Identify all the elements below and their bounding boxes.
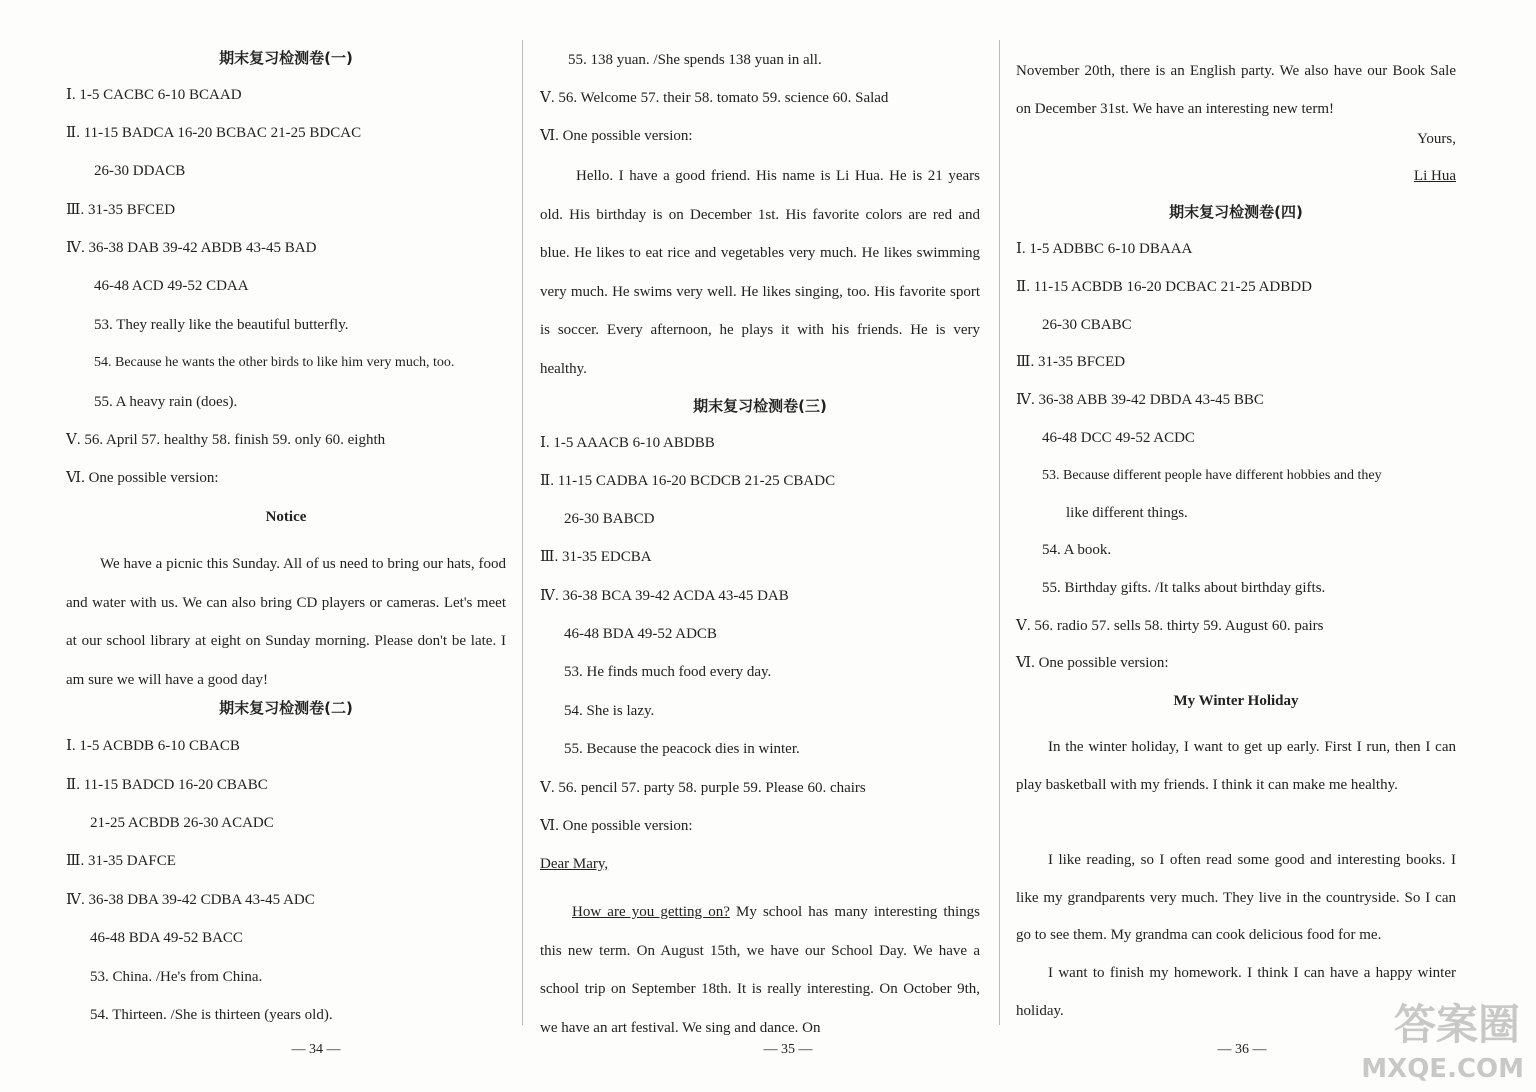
letter-signature: Li Hua — [1413, 168, 1456, 184]
answer-line: Ⅱ. 11-15 BADCD 16-20 CBABC — [66, 777, 268, 793]
answer-line: 53. He finds much food every day. — [564, 664, 772, 680]
answer-line: 55. Because the peacock dies in winter. — [564, 741, 800, 757]
answer-line: 54. A book. — [1042, 542, 1112, 558]
notice-body: We have a picnic this Sunday. All of us need to bring our hats, food and water with us. We can also bring CD players or cameras. Let's meet at our school library at eight on Sunday morning. Please don't be late. I am sure we will have a good day! — [66, 556, 506, 688]
answer-line: 54. Thirteen. /She is thirteen (years old). — [90, 1007, 333, 1023]
letter-greeting: Dear Mary, — [540, 856, 609, 872]
answer-line: 53. China. /He's from China. — [90, 969, 263, 985]
letter-opening: How are you getting on? — [572, 904, 730, 920]
answer-line: 54. She is lazy. — [564, 703, 655, 719]
column-page-35 — [540, 0, 980, 1092]
watermark-url: MXQE.COM — [1361, 1054, 1524, 1084]
answer-line: 26-30 DDACB — [94, 163, 186, 179]
answer-line: 26-30 BABCD — [564, 511, 655, 527]
section-title-4: 期末复习检测卷(四) — [1169, 203, 1303, 221]
section-title-1: 期末复习检测卷(一) — [219, 49, 353, 67]
answer-line: Ⅳ. 36-38 DAB 39-42 ABDB 43-45 BAD — [66, 240, 317, 256]
answer-line: Ⅲ. 31-35 BFCED — [1016, 354, 1126, 370]
watermark-logo — [1310, 998, 1530, 1088]
column-divider — [999, 40, 1000, 1025]
answer-line: Ⅵ. One possible version: — [66, 470, 219, 486]
answer-line: Ⅲ. 31-35 EDCBA — [540, 549, 652, 565]
answer-line: Ⅲ. 31-35 BFCED — [66, 202, 176, 218]
answer-line: Ⅰ. 1-5 CACBC 6-10 BCAAD — [66, 87, 242, 103]
answer-line: Ⅱ. 11-15 BADCA 16-20 BCBAC 21-25 BDCAC — [66, 125, 362, 141]
answer-line: Ⅲ. 31-35 DAFCE — [66, 853, 176, 869]
answer-line: Ⅰ. 1-5 ACBDB 6-10 CBACB — [66, 738, 240, 754]
page-number: — 34 — — [291, 1042, 341, 1057]
answer-line: Ⅵ. One possible version: — [540, 128, 693, 144]
answer-line: Ⅴ. 56. Welcome 57. their 58. tomato 59. science 60. Salad — [540, 90, 889, 106]
page-number: — 35 — — [763, 1042, 813, 1057]
answer-line: Ⅴ. 56. radio 57. sells 58. thirty 59. August 60. pairs — [1016, 618, 1324, 634]
answer-line: 26-30 CBABC — [1042, 317, 1132, 333]
answer-line: 55. 138 yuan. /She spends 138 yuan in all. — [568, 52, 822, 68]
letter-text: My school has many interesting things this new term. On August 15th, we have our School Day. We have a school trip on September 18th. It is really interesting. On October 9th, we have an art festival. We sing and dance. On — [540, 904, 981, 1036]
answer-line: Ⅰ. 1-5 ADBBC 6-10 DBAAA — [1016, 241, 1193, 257]
answer-line: 53. Because different people have different hobbies and they — [1042, 468, 1382, 483]
answer-line: Ⅱ. 11-15 ACBDB 16-20 DCBAC 21-25 ADBDD — [1016, 279, 1312, 295]
section-title-2: 期末复习检测卷(二) — [219, 699, 353, 717]
answer-line: 55. A heavy rain (does). — [94, 394, 238, 410]
letter-body — [540, 893, 980, 1047]
notice-title: Notice — [265, 509, 307, 525]
essay-paragraph-1: In the winter holiday, I want to get up early. First I run, then I can play basketball with my friends. I think it can make me healthy. — [1016, 739, 1456, 793]
page-number: — 36 — — [1217, 1042, 1267, 1057]
answer-line: Ⅵ. One possible version: — [1016, 655, 1169, 671]
answer-line: 46-48 DCC 49-52 ACDC — [1042, 430, 1195, 446]
answer-line: 46-48 ACD 49-52 CDAA — [94, 278, 249, 294]
essay-paragraph-3: I want to finish my homework. I think I can have a happy winter holiday. — [1016, 965, 1456, 1019]
answer-line: 53. They really like the beautiful butterfly. — [94, 317, 349, 333]
column-divider — [522, 40, 523, 1025]
column-page-36 — [1016, 0, 1456, 1092]
answer-line: Ⅳ. 36-38 ABB 39-42 DBDA 43-45 BBC — [1016, 392, 1264, 408]
essay-paragraph-2: I like reading, so I often read some good and interesting books. I like my grandparents very much. They live in the countryside. So I can go to see them. My grandma can cook delicious food for me. — [1016, 852, 1456, 943]
answer-line: 21-25 ACBDB 26-30 ACADC — [90, 815, 274, 831]
answer-line: Ⅱ. 11-15 CADBA 16-20 BCDCB 21-25 CBADC — [540, 473, 836, 489]
letter-continued: November 20th, there is an English party. We also have our Book Sale on December 31st. We have an interesting new term! — [1016, 63, 1456, 117]
answer-line: 46-48 BDA 49-52 ADCB — [564, 626, 717, 642]
answer-line: Ⅵ. One possible version: — [540, 818, 693, 834]
answer-line: 55. Birthday gifts. /It talks about birthday gifts. — [1042, 580, 1326, 596]
letter-closing: Yours, — [1417, 131, 1456, 147]
answer-line: 46-48 BDA 49-52 BACC — [90, 930, 243, 946]
column-page-34 — [66, 0, 506, 1092]
answer-line: Ⅴ. 56. April 57. healthy 58. finish 59. only 60. eighth — [66, 432, 386, 448]
answer-line: Ⅳ. 36-38 DBA 39-42 CDBA 43-45 ADC — [66, 892, 315, 908]
answer-line: Ⅴ. 56. pencil 57. party 58. purple 59. Please 60. chairs — [540, 780, 866, 796]
answer-line: like different things. — [1066, 505, 1188, 521]
answer-line: 54. Because he wants the other birds to like him very much, too. — [94, 355, 455, 370]
answer-line: Ⅰ. 1-5 AAACB 6-10 ABDBB — [540, 435, 715, 451]
essay-friend: Hello. I have a good friend. His name is Li Hua. He is 21 years old. His birthday is on December 1st. His favorite colors are red and blue. He likes to eat rice and vegetables very much. He likes swimming very much. He swims very well. He likes singing, too. His favorite sport is soccer. Every afternoon, he plays it with his friends. He is very healthy. — [540, 168, 980, 377]
essay-title: My Winter Holiday — [1173, 693, 1299, 709]
watermark-text: 答案圈 — [1393, 1000, 1520, 1049]
answer-line: Ⅳ. 36-38 BCA 39-42 ACDA 43-45 DAB — [540, 588, 789, 604]
section-title-3: 期末复习检测卷(三) — [693, 397, 827, 415]
